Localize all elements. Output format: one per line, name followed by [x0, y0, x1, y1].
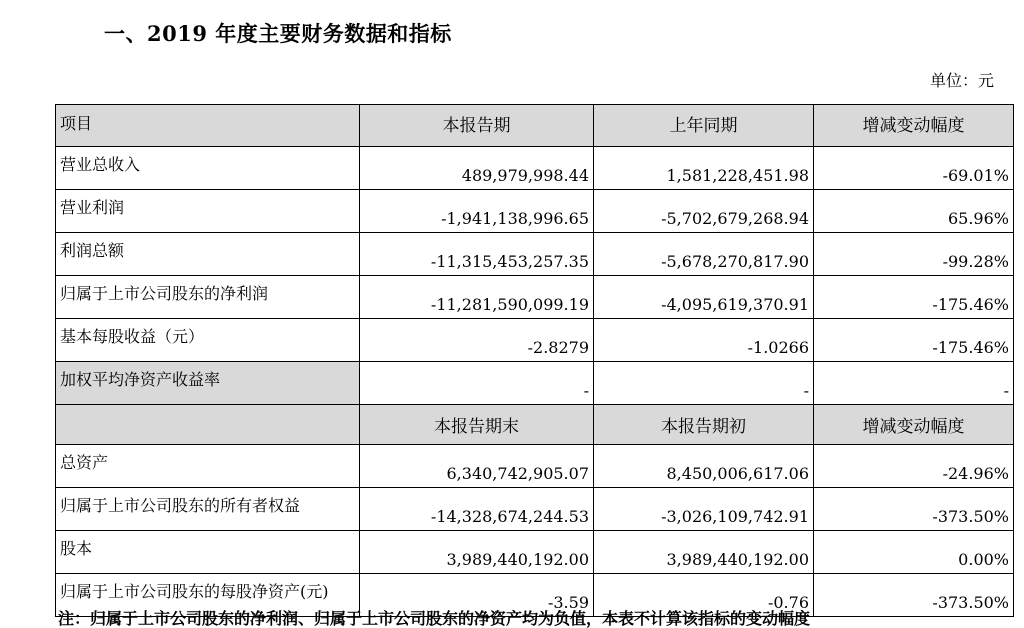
subheader-cell-period-start: 本报告期初: [594, 405, 814, 445]
subheader-cell-blank: [56, 405, 360, 445]
footnote-text: 注：归属于上市公司股东的净利润、归属于上市公司股东的净资产均为负值，本表不计算该指标的变动幅度: [58, 609, 811, 628]
header-cell-current-period: 本报告期: [360, 105, 594, 147]
cell-change: -: [814, 362, 1014, 405]
cell-current: -11,315,453,257.35: [360, 233, 594, 276]
cell-current: -: [360, 362, 594, 405]
cell-period-start: 8,450,006,617.06: [594, 445, 814, 488]
row-label: 归属于上市公司股东的净利润: [56, 276, 360, 319]
cell-period-end: -3.59: [360, 574, 594, 617]
cell-period-end: 6,340,742,905.07: [360, 445, 594, 488]
table-row: [56, 190, 1014, 233]
cell-change: -373.50%: [814, 488, 1014, 531]
table-row: [56, 445, 1014, 488]
unit-label: 单位：元: [929, 71, 994, 90]
cell-change: 65.96%: [814, 190, 1014, 233]
header-cell-change: 增减变动幅度: [814, 105, 1014, 147]
cell-change: -175.46%: [814, 276, 1014, 319]
row-label: 营业总收入: [56, 147, 360, 190]
row-label: 总资产: [56, 445, 360, 488]
header-cell-item: 项目: [56, 105, 360, 147]
row-label: 归属于上市公司股东的所有者权益: [56, 488, 360, 531]
subheader-cell-period-end: 本报告期末: [360, 405, 594, 445]
cell-change: -24.96%: [814, 445, 1014, 488]
cell-change: -69.01%: [814, 147, 1014, 190]
cell-prior: -5,702,679,268.94: [594, 190, 814, 233]
table-row: [56, 276, 1014, 319]
cell-prior: -5,678,270,817.90: [594, 233, 814, 276]
cell-period-end: -14,328,674,244.53: [360, 488, 594, 531]
financial-data-table: [55, 104, 1014, 617]
row-label: 归属于上市公司股东的每股净资产(元): [56, 574, 360, 617]
header-cell-prior-period: 上年同期: [594, 105, 814, 147]
page-title: 一、2019 年度主要财务数据和指标: [104, 21, 452, 46]
cell-current: -2.8279: [360, 319, 594, 362]
row-label: 利润总额: [56, 233, 360, 276]
subheader-cell-change: 增减变动幅度: [814, 405, 1014, 445]
table-row: [56, 233, 1014, 276]
cell-change: -99.28%: [814, 233, 1014, 276]
cell-prior: 1,581,228,451.98: [594, 147, 814, 190]
cell-current: 489,979,998.44: [360, 147, 594, 190]
cell-period-start: -3,026,109,742.91: [594, 488, 814, 531]
table-row: [56, 362, 1014, 405]
row-label: 股本: [56, 531, 360, 574]
table-row: [56, 147, 1014, 190]
cell-period-end: 3,989,440,192.00: [360, 531, 594, 574]
table-header-row: [56, 105, 1014, 147]
cell-prior: -1.0266: [594, 319, 814, 362]
table-row: [56, 488, 1014, 531]
cell-current: -11,281,590,099.19: [360, 276, 594, 319]
table-row: [56, 319, 1014, 362]
cell-change: -373.50%: [814, 574, 1014, 617]
cell-period-start: 3,989,440,192.00: [594, 531, 814, 574]
cell-change: -175.46%: [814, 319, 1014, 362]
row-label: 营业利润: [56, 190, 360, 233]
row-label: 基本每股收益（元）: [56, 319, 360, 362]
cell-change: 0.00%: [814, 531, 1014, 574]
cell-prior: -4,095,619,370.91: [594, 276, 814, 319]
cell-period-start: -0.76: [594, 574, 814, 617]
table-row: [56, 531, 1014, 574]
cell-prior: -: [594, 362, 814, 405]
row-label: 加权平均净资产收益率: [56, 362, 360, 405]
table-subheader-row: [56, 405, 1014, 445]
cell-current: -1,941,138,996.65: [360, 190, 594, 233]
